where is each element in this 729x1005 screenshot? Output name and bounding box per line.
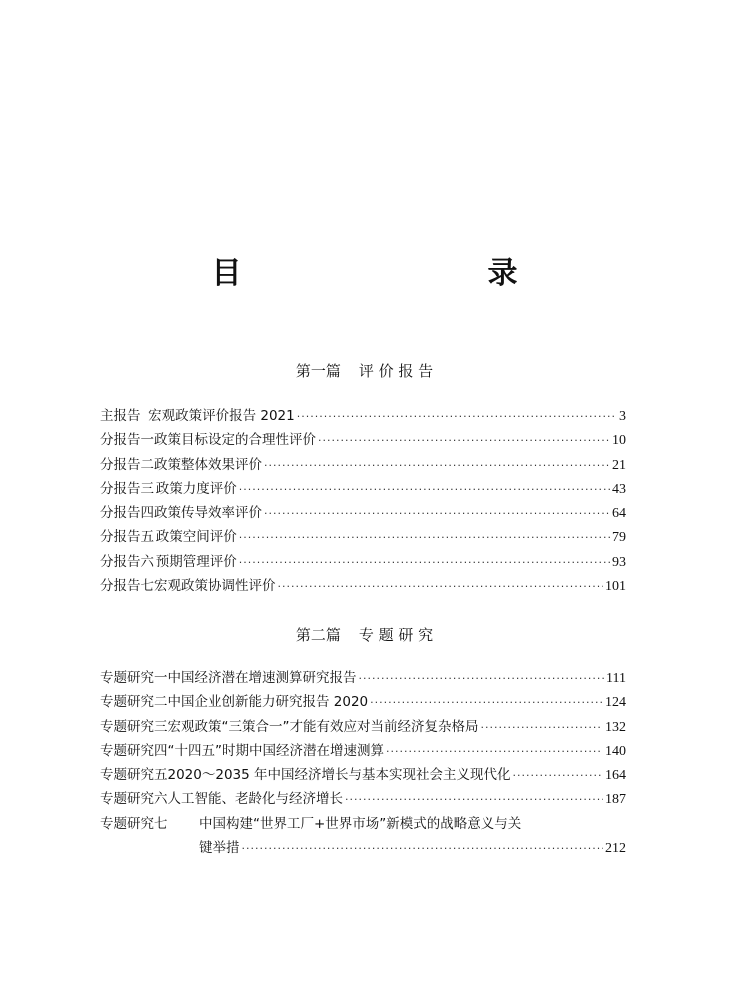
dot-leader <box>345 793 603 806</box>
entry-page: 140 <box>605 743 626 759</box>
dot-leader <box>386 745 603 758</box>
entry-label: 专题研究一 <box>100 670 168 686</box>
dot-leader <box>513 769 603 782</box>
entry-title: 宏观政策协调性评价 <box>154 578 276 595</box>
entry-label: 分报告五 <box>100 529 154 546</box>
entry-page: 21 <box>612 457 626 473</box>
dot-leader <box>239 483 610 496</box>
part1-label: 第一篇 <box>295 362 341 380</box>
entry-title: 政策目标设定的合理性评价 <box>154 432 316 449</box>
entry-title-cont: 键举措 <box>199 840 240 857</box>
entry-label: 主报告 <box>100 408 141 424</box>
entry-page: 187 <box>605 792 626 808</box>
entry-page: 79 <box>612 530 626 546</box>
toc-entry-continuation[interactable] <box>100 836 626 860</box>
entry-page: 10 <box>612 433 626 449</box>
entry-title: 政策整体效果评价 <box>154 456 262 473</box>
toc-entry[interactable] <box>100 453 626 477</box>
toc-entry[interactable] <box>100 666 626 690</box>
entry-title: 中国企业创新能力研究报告 2020 <box>167 694 369 711</box>
toc-entry[interactable] <box>100 715 626 739</box>
toc-entry[interactable] <box>100 787 626 811</box>
dot-leader <box>278 580 604 593</box>
toc-entry[interactable] <box>100 550 626 574</box>
entry-label: 分报告七 <box>100 578 154 595</box>
entry-label: 分报告四 <box>100 505 154 522</box>
part1-subtitle: 评 价 报 告 <box>358 362 434 380</box>
dot-leader <box>242 842 604 855</box>
entry-label: 专题研究六 <box>100 791 168 808</box>
entry-title: 宏观政策“三策合一”才能有效应对当前经济复杂格局 <box>167 718 479 735</box>
dot-leader <box>297 410 617 423</box>
entry-label: 分报告二 <box>100 456 154 473</box>
entry-page: 164 <box>605 768 626 784</box>
entry-label: 专题研究二 <box>100 694 168 711</box>
dot-leader <box>481 721 604 734</box>
dot-leader <box>264 459 610 472</box>
toc-entry[interactable] <box>100 477 626 501</box>
entry-label: 专题研究七 <box>100 815 168 832</box>
entry-title: 2020～2035 年中国经济增长与基本实现社会主义现代化 <box>167 767 511 784</box>
part1-heading <box>0 360 729 381</box>
dot-leader <box>239 556 610 569</box>
entry-title: 中国构建“世界工厂+世界市场”新模式的战略意义与关 <box>199 815 522 832</box>
toc-entry[interactable] <box>100 428 626 452</box>
part1-toc <box>100 404 626 598</box>
dot-leader <box>239 531 610 544</box>
dot-leader <box>370 696 603 709</box>
entry-page: 101 <box>605 579 626 595</box>
toc-entry[interactable] <box>100 763 626 787</box>
toc-entry[interactable] <box>100 690 626 714</box>
entry-title: 政策力度评价 <box>155 480 237 497</box>
toc-entry[interactable] <box>100 525 626 549</box>
page-title: 目 录 <box>211 256 580 291</box>
entry-page: 3 <box>619 409 626 424</box>
entry-label: 专题研究五 <box>100 767 168 784</box>
part2-subtitle: 专 题 研 究 <box>358 626 434 644</box>
entry-label: 专题研究三 <box>100 718 168 735</box>
entry-title: 人工智能、老龄化与经济增长 <box>167 791 343 808</box>
entry-label: 分报告三 <box>100 480 154 497</box>
entry-page: 93 <box>612 554 626 570</box>
part2-heading <box>0 624 729 645</box>
entry-title: 政策传导效率评价 <box>154 505 262 522</box>
entry-page: 124 <box>605 695 626 711</box>
entry-title: “十四五”时期中国经济潜在增速测算 <box>167 742 384 759</box>
entry-page: 64 <box>612 506 626 522</box>
entry-page: 212 <box>605 841 626 857</box>
entry-page: 132 <box>605 719 626 735</box>
toc-entry[interactable] <box>100 501 626 525</box>
entry-label: 分报告一 <box>100 432 154 449</box>
entry-title: 宏观政策评价报告 2021 <box>148 408 295 424</box>
entry-page: 111 <box>606 671 626 686</box>
entry-title: 中国经济潜在增速测算研究报告 <box>167 670 357 686</box>
entry-label: 分报告六 <box>100 553 154 570</box>
dot-leader <box>318 434 610 447</box>
entry-title: 政策空间评价 <box>155 529 237 546</box>
toc-entry[interactable] <box>100 739 626 763</box>
toc-entry[interactable] <box>100 812 626 836</box>
part2-toc <box>100 666 626 860</box>
part2-label: 第二篇 <box>295 626 341 644</box>
toc-entry[interactable] <box>100 574 626 598</box>
dot-leader <box>359 672 605 685</box>
entry-page: 43 <box>612 481 626 497</box>
toc-entry[interactable] <box>100 404 626 428</box>
entry-label: 专题研究四 <box>100 742 168 759</box>
dot-leader <box>264 507 610 520</box>
entry-title: 预期管理评价 <box>155 553 237 570</box>
